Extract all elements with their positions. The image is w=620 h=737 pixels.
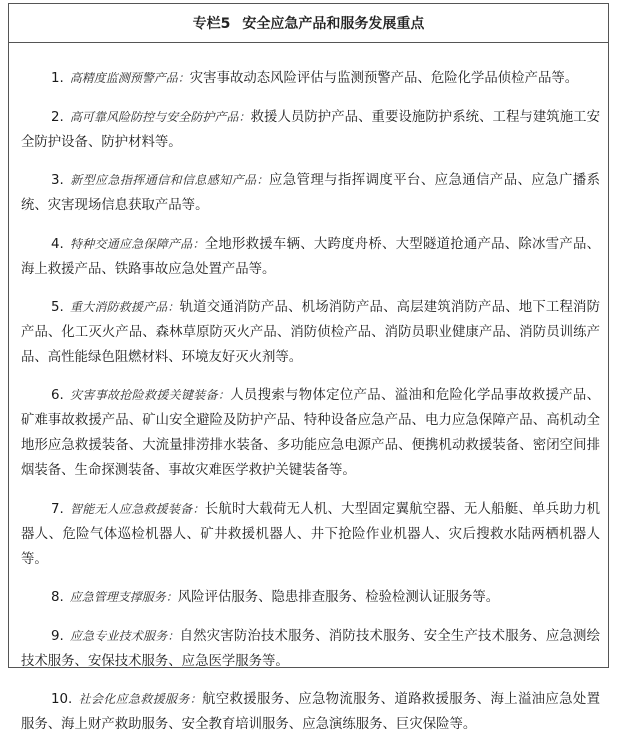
list-item <box>21 66 600 91</box>
item-list <box>9 43 608 737</box>
box-title-text: 安全应急产品和服务发展重点 <box>242 16 425 32</box>
box-title-number: 专栏5 <box>192 16 231 32</box>
item-number: 9. <box>51 628 64 644</box>
list-item <box>21 624 600 674</box>
list-item <box>21 232 600 282</box>
item-number: 4. <box>51 236 64 252</box>
list-item <box>21 168 600 218</box>
list-item <box>21 383 600 483</box>
item-content: 轨道交通消防产品、机场消防产品、高层建筑消防产品、地下工程消防产品、化工灭火产品、森林草原防灭火产品、消防侦检产品、消防员职业健康产品、消防员训练产品、高性能绿色阻燃材料、环境友好灭火剂等。 <box>21 299 600 365</box>
sidebar-box <box>8 3 609 732</box>
item-number: 6. <box>51 388 64 404</box>
list-item <box>21 295 600 370</box>
item-content: 长航时大载荷无人机、大型固定翼航空器、无人船艇、单兵助力机器人、危险气体巡检机器人、矿井救援机器人、井下抢险作业机器人、灾后搜救水陆两栖机器人等。 <box>21 501 600 567</box>
item-number: 3. <box>51 173 64 189</box>
list-item <box>21 687 600 737</box>
item-number: 2. <box>51 109 64 125</box>
item-category: 重大消防救援产品： <box>69 299 180 314</box>
list-item <box>21 497 600 572</box>
item-content: 救援人员防护产品、重要设施防护系统、工程与建筑施工安全防护设备、防护材料等。 <box>21 109 600 150</box>
item-number: 1. <box>51 71 64 87</box>
item-category: 高精度监测预警产品： <box>69 71 190 86</box>
list-item <box>21 105 600 155</box>
item-category: 特种交通应急保障产品： <box>69 236 205 251</box>
item-content: 全地形救援车辆、大跨度舟桥、大型隧道抢通产品、除冰雪产品、海上救援产品、铁路事故应急处置产品等。 <box>21 236 600 277</box>
item-content: 人员搜索与物体定位产品、溢油和危险化学品事故救援产品、矿难事故救援产品、矿山安全避险及防护产品、特种设备应急产品、电力应急保障产品、高机动全地形应急救援装备、大流量排涝排水装备、多功能应急电源产品、便携机动救援装备、密闭空间排烟装备、生命探测装备、事故灾难医学救护关键装备等。 <box>21 388 600 479</box>
item-category: 高可靠风险防控与安全防护产品： <box>69 109 251 124</box>
item-category: 新型应急指挥通信和信息感知产品： <box>69 173 269 188</box>
item-content: 自然灾害防治技术服务、消防技术服务、安全生产技术服务、应急测绘技术服务、安保技术服务、应急医学服务等。 <box>21 628 600 669</box>
item-category: 应急专业技术服务： <box>69 628 180 643</box>
item-content: 风险评估服务、隐患排查服务、检验检测认证服务等。 <box>177 590 500 606</box>
item-category: 社会化应急救援服务： <box>78 691 203 706</box>
item-content: 灾害事故动态风险评估与监测预警产品、危险化学品侦检产品等。 <box>189 71 579 87</box>
item-number: 5. <box>51 299 64 315</box>
box-title <box>9 4 608 43</box>
list-item <box>21 585 600 610</box>
item-category: 灾害事故抢险救援关键装备： <box>69 388 231 403</box>
item-content: 应急管理与指挥调度平台、应急通信产品、应急广播系统、灾害现场信息获取产品等。 <box>21 173 600 214</box>
item-category: 应急管理支撑服务： <box>69 590 178 605</box>
item-number: 8. <box>51 590 64 606</box>
item-number: 10. <box>51 691 73 707</box>
item-content: 航空救援服务、应急物流服务、道路救援服务、海上溢油应急处置服务、海上财产救助服务、安全教育培训服务、应急演练服务、巨灾保险等。 <box>21 691 600 732</box>
item-category: 智能无人应急救援装备： <box>69 501 205 516</box>
item-number: 7. <box>51 501 64 517</box>
